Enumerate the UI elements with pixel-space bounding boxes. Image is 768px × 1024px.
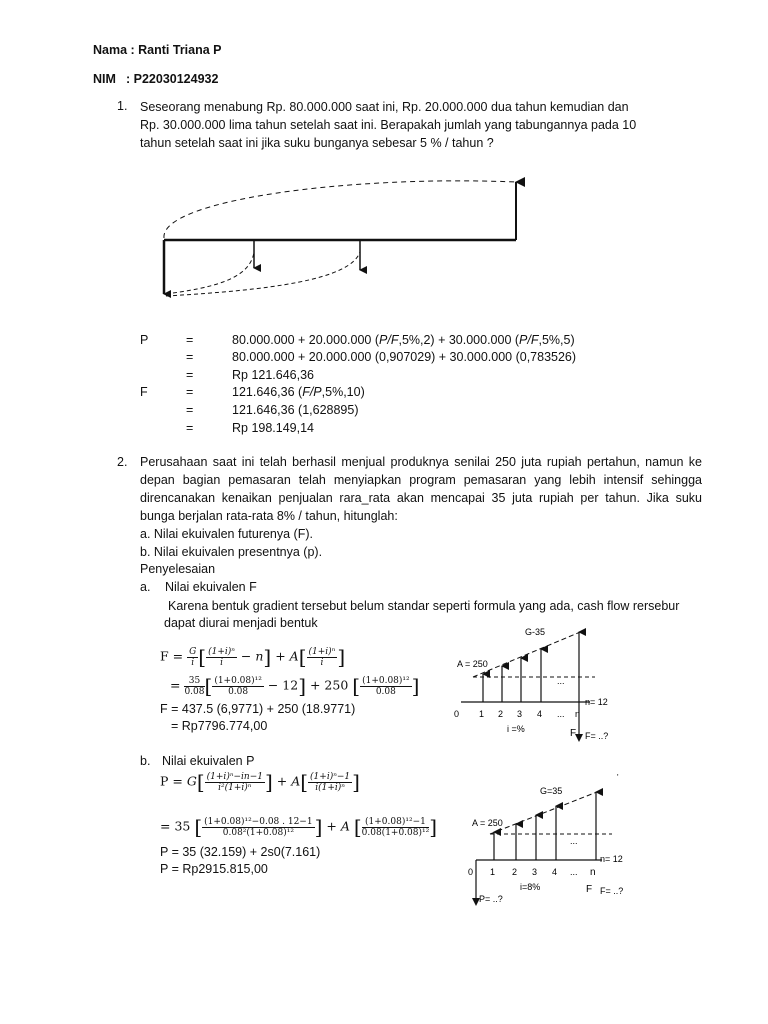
calc-value-6: Rp 198.149,14 <box>232 421 315 435</box>
diagram-a-tick-5: ... <box>557 709 565 719</box>
formula-p-substituted: = 35 [ $\frac{\text{(1+0.08)¹²−0.08 . 12−1}}{\text{0.08²(1+0.08)¹²}}$ ] + A [ $\frac{\text{(1+0.08)¹²−1}}{\text{0.08(1+0.08)¹²}}$ ] <box>160 815 438 839</box>
q2-text-line-1: Perusahaan saat ini telah berhasil menjual produknya senilai 250 juta rupiah pertahun, namun ke <box>140 455 702 469</box>
diagram-a-i-label: i =% <box>507 724 525 734</box>
part-a-desc-2: dapat diurai menjadi bentuk <box>164 616 318 630</box>
calc-label-p: P <box>140 333 149 347</box>
svg-text:': ' <box>617 773 619 782</box>
diagram-a-dots: ... <box>557 676 565 686</box>
part-a-title: Nilai ekuivalen F <box>165 580 257 594</box>
diagram-b-tick-3: 3 <box>532 867 538 877</box>
calc-label-f: F <box>140 385 148 399</box>
calc-value-3: Rp 121.646,36 <box>232 368 315 382</box>
nim-label: NIM <box>93 72 116 86</box>
diagram-b-f-label: F <box>586 884 593 895</box>
diagram-b-tick-5: ... <box>570 867 578 877</box>
diagram-a-gradient <box>445 622 625 744</box>
part-a-desc-1: Karena bentuk gradient tersebut belum standar seperti formula yang ada, cash flow rersebur <box>168 599 680 613</box>
diagram-b-n-label: n= 12 <box>600 854 623 864</box>
diagram-b-f-value: F= ..? <box>600 886 624 896</box>
diagram-b-dots: ... <box>570 836 578 846</box>
diagram-b-gradient <box>462 772 642 912</box>
p-final-value: P = Rp2915.815,00 <box>160 862 268 876</box>
nim-value: : P22030124932 <box>126 72 219 86</box>
diagram-b-g-label: G=35 <box>540 786 563 796</box>
q1-dashed-curve-top <box>164 181 516 238</box>
part-b-marker: b. <box>140 754 151 768</box>
formula-f-substituted: = $\frac{35}{0.08}$ [ $\frac{\text{(1+0.08)¹²}}{0.08}$ − 12] + 250 [ $\frac{\text{(1+0.08)¹²}}{0.08}$ ] <box>170 674 420 698</box>
calc-eq: = <box>186 385 194 399</box>
q2-text-line-4: bunga berjalan rata-rata 8% / tahun, hitunglah: <box>140 509 398 523</box>
p-result-line: P = 35 (32.159) + 2s0(7.161) <box>160 845 321 859</box>
f-final-value: = Rp7796.774,00 <box>171 719 268 733</box>
f-result-line: F = 437.5 (6,9771) + 250 (18.9771) <box>160 702 356 716</box>
calc-eq: = <box>186 350 194 364</box>
diagram-b-tick-4: 4 <box>552 867 558 877</box>
diagram-a-a-label: A = 250 <box>457 659 488 669</box>
diagram-b-tick-0: 0 <box>468 867 474 877</box>
q2-number: 2. <box>117 455 128 469</box>
diagram-b-p-value: P= ..? <box>479 894 503 904</box>
calc-value-2: 80.000.000 + 20.000.000 (0,907029) + 30.000.000 (0,783526) <box>232 350 577 364</box>
q1-cashflow-diagram <box>150 170 530 305</box>
diagram-a-tick-2: 2 <box>498 709 504 719</box>
formula-p-general: P = G[ $\frac{\text{(1+i)ⁿ−in−1}}{\text{i²(1+i)ⁿ}}$ ] + A[ $\frac{\text{(1+i)ⁿ−1}}{\text{i(1+i)ⁿ}}$ ] <box>160 770 360 794</box>
calc-eq: = <box>186 421 194 435</box>
calc-value-1: 80.000.000 + 20.000.000 (P/F,5%,2) + 30.000.000 (P/F,5%,5) <box>232 333 575 347</box>
q1-number: 1. <box>117 99 128 113</box>
diagram-b-a-label: A = 250 <box>472 818 503 828</box>
diagram-a-f-value: F= ..? <box>585 731 609 741</box>
calc-value-4: 121.646,36 (F/P,5%,10) <box>232 385 365 399</box>
diagram-b-i-label: i=8% <box>520 882 541 892</box>
diagram-a-tick-0: 0 <box>454 709 460 719</box>
calc-value-5: 121.646,36 (1,628895) <box>232 403 359 417</box>
diagram-a-tick-3: 3 <box>517 709 523 719</box>
calc-eq: = <box>186 333 194 347</box>
diagram-b-tick-n: n <box>590 867 596 878</box>
part-a-marker: a. <box>140 580 151 594</box>
diagram-b-tick-2: 2 <box>512 867 518 877</box>
calc-eq: = <box>186 368 194 382</box>
q1-text-line-1: Seseorang menabung Rp. 80.000.000 saat ini, Rp. 20.000.000 dua tahun kemudian dan <box>140 100 629 114</box>
diagram-a-f-label: F <box>570 728 577 739</box>
q1-text-line-2: Rp. 30.000.000 lima tahun setelah saat ini. Berapakah jumlah yang tabungannya pada 10 <box>140 118 637 132</box>
solution-label: Penyelesaian <box>140 562 216 576</box>
q1-text-line-3: tahun setelah saat ini jika suku bunganya sebesar 5 % / tahun ? <box>140 136 494 150</box>
diagram-a-tick-1: 1 <box>479 709 485 719</box>
q2-text-line-2: depan bagian pemasaran telah menyiapkan program pemasaran yang lebih intensif sehingga <box>140 473 702 487</box>
diagram-a-tick-4: 4 <box>537 709 543 719</box>
diagram-a-g-label: G-35 <box>525 627 546 637</box>
diagram-a-n-label: n= 12 <box>585 697 608 707</box>
q2-item-a: a. Nilai ekuivalen futurenya (F). <box>140 527 313 541</box>
q1-dashed-curve-2 <box>166 252 254 294</box>
q2-text-line-3: direncanakan kenaikan penjualan rara_rata akan mencapai 35 juta rupiah per tahun. Jika suku <box>140 491 702 505</box>
calc-eq: = <box>186 403 194 417</box>
formula-f-general: F = $\frac{G}{i}$ [ $\frac{\text{(1+i)ⁿ}}{i}$ − n] + A[ $\frac{\text{(1+i)ⁿ}}{i}$ ] <box>160 645 346 669</box>
student-name: Nama : Ranti Triana P <box>93 43 222 57</box>
q2-item-b: b. Nilai ekuivalen presentnya (p). <box>140 545 323 559</box>
diagram-a-tick-n: n <box>575 709 581 719</box>
part-b-title: Nilai ekuivalen P <box>162 754 255 768</box>
diagram-b-tick-1: 1 <box>490 867 496 877</box>
